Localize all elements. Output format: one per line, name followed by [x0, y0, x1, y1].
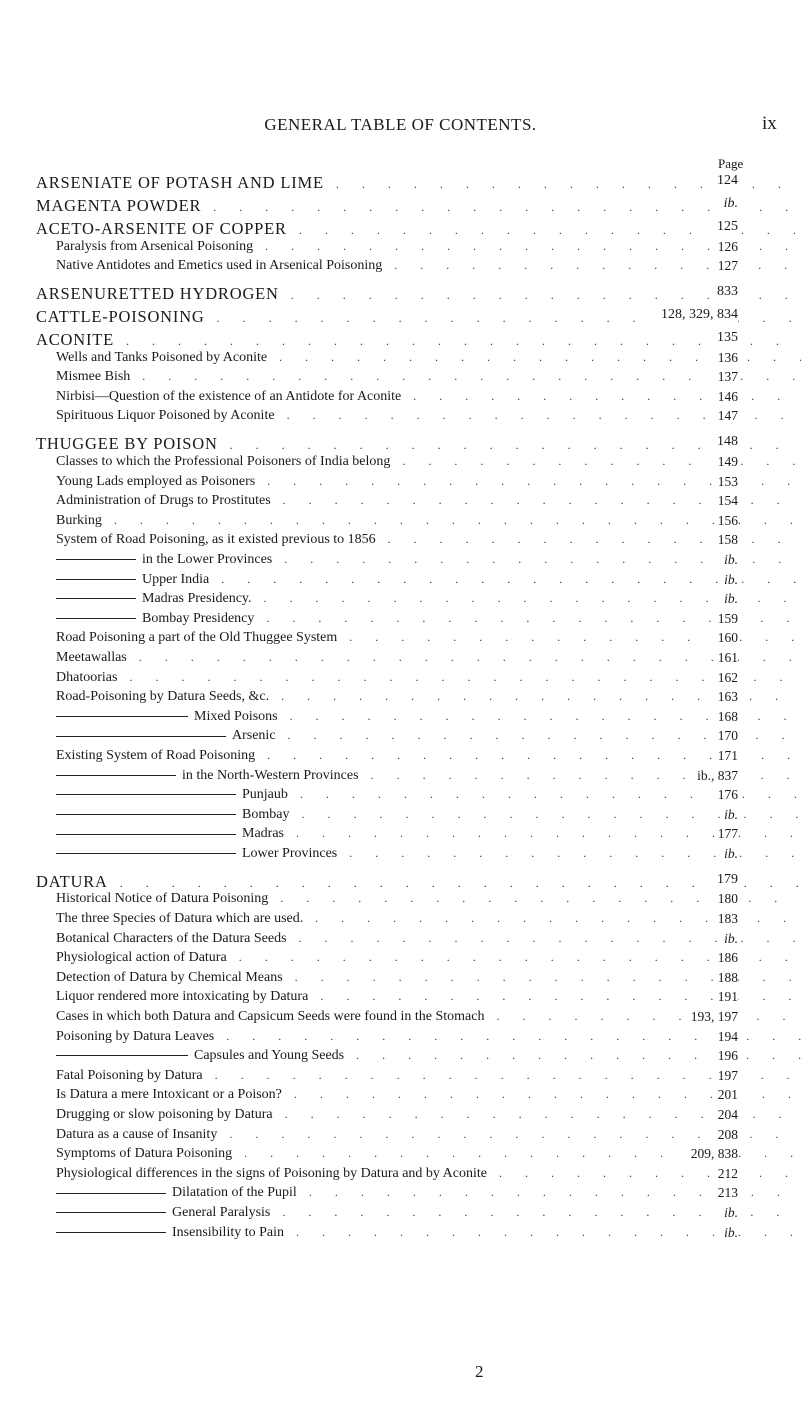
toc-entry [0, 1185, 801, 1205]
toc-entry [0, 1225, 801, 1245]
toc-entry [0, 768, 801, 788]
entry-title-text: in the North-Western Provinces [182, 767, 359, 783]
entry-title-text: Paralysis from Arsenical Poisoning [56, 238, 254, 254]
entry-page-number: ib. [720, 552, 738, 568]
entry-title [0, 1185, 303, 1201]
ditto-rule [56, 716, 188, 717]
ditto-rule [56, 834, 236, 835]
entry-page-number: 135 [713, 330, 738, 346]
toc-entry [0, 826, 801, 846]
entry-page-number: 209, 838 [687, 1146, 738, 1162]
ditto-rule [56, 1055, 188, 1056]
entry-title-text: Dilatation of the Pupil [172, 1185, 297, 1201]
dot-leader [215, 572, 801, 587]
entry-page-number: 204 [714, 1107, 738, 1123]
entry-page-number: 153 [714, 474, 738, 490]
dot-leader [207, 200, 801, 215]
ditto-rule [56, 1212, 166, 1213]
entry-page-number: 193, 197 [687, 1009, 738, 1025]
dot-leader [108, 513, 801, 528]
dot-leader [396, 454, 801, 469]
entry-page-number: 159 [714, 611, 738, 627]
signature-mark: 2 [475, 1362, 484, 1381]
toc-entry [0, 454, 801, 474]
ditto-rule [56, 853, 236, 854]
entry-title-text: Physiological differences in the signs of Poisoning by Datura and by Aconite [56, 1165, 487, 1181]
entry-title [0, 846, 343, 862]
toc-entry [0, 239, 801, 259]
ditto-rule [56, 775, 176, 776]
entry-title-text: Liquor rendered more intoxicating by Datura [56, 989, 309, 1005]
dot-leader [382, 532, 801, 547]
toc-entry [0, 1146, 801, 1166]
entry-title [0, 258, 388, 274]
entry-page-number: 158 [714, 532, 738, 548]
toc-entry [0, 807, 801, 827]
entry-title [0, 493, 277, 509]
entry-title [0, 611, 260, 627]
entry-title [0, 787, 294, 803]
entry-title-text: Detection of Datura by Chemical Means [56, 969, 283, 985]
dot-leader [490, 1009, 801, 1024]
toc-entry [0, 572, 801, 592]
entry-page-number: 136 [714, 350, 738, 366]
entry-page-number: 160 [714, 630, 738, 646]
ditto-rule [56, 579, 136, 580]
entry-page-number: 163 [714, 689, 738, 705]
toc-entry [0, 1009, 801, 1029]
toc-entry [0, 670, 801, 690]
toc-entry [0, 369, 801, 389]
entry-page-number: 147 [714, 408, 738, 424]
toc-entry [0, 846, 801, 866]
entry-title [0, 670, 123, 686]
toc-entry [0, 350, 801, 370]
entry-title [0, 1087, 288, 1103]
entry-page-number: 833 [713, 284, 738, 300]
entry-title-text: The three Species of Datura which are used. [56, 911, 304, 926]
entry-title [0, 350, 273, 366]
dot-leader [114, 876, 801, 891]
entry-title [0, 330, 120, 350]
dot-leader [407, 389, 801, 404]
entry-title-text: DATURA [36, 871, 108, 891]
entry-title-text: System of Road Poisoning, as it existed previous to 1856 [56, 532, 376, 548]
toc-entry [0, 196, 801, 216]
entry-title-text: MAGENTA POWDER [36, 196, 202, 215]
toc-entry [0, 891, 801, 911]
entry-page-number: ib. [720, 846, 738, 862]
toc-entry [0, 434, 801, 454]
entry-title [0, 650, 133, 666]
toc-entry [0, 474, 801, 494]
entry-title [0, 239, 259, 255]
entry-title [0, 284, 285, 304]
entry-title-text: Meetawallas [56, 649, 127, 665]
entry-title [0, 689, 275, 705]
toc-entry [0, 931, 801, 951]
entry-page-number: 162 [714, 670, 738, 686]
toc-entry [0, 258, 801, 278]
entry-title [0, 826, 290, 842]
entry-title-text: Classes to which the Professional Poisoners of India belong [56, 453, 391, 469]
entry-page-number: ib., 837 [693, 768, 738, 784]
entry-page-number: 196 [714, 1048, 738, 1064]
toc-entry [0, 911, 801, 931]
entry-title [0, 572, 215, 588]
entry-page-number: 148 [713, 434, 738, 450]
entry-title-text: Road Poisoning a part of the Old Thuggee System [56, 630, 338, 646]
ditto-rule [56, 559, 136, 560]
entry-title-text: in the Lower Provinces [142, 551, 273, 567]
entry-title [0, 1107, 279, 1123]
entry-title-text: Fatal Poisoning by Datura [56, 1067, 203, 1083]
entry-title-text: Datura as a cause of Insanity [56, 1126, 218, 1142]
entry-title-text: Young Lads employed as Poisoners [56, 473, 256, 489]
entry-title-text: ACONITE [36, 330, 115, 350]
entry-title-text: CATTLE-POISONING [36, 307, 205, 327]
toc-entry [0, 1205, 801, 1225]
toc-entry [0, 689, 801, 709]
dot-leader [123, 670, 801, 685]
dot-leader [388, 258, 801, 273]
ditto-rule [56, 814, 236, 815]
toc-entry [0, 611, 801, 631]
entry-title [0, 807, 295, 823]
toc-entry [0, 1107, 801, 1127]
running-title: GENERAL TABLE OF CONTENTS. [264, 115, 537, 134]
entry-page-number: 128, 329, 834 [657, 307, 738, 323]
entry-page-number: 149 [714, 454, 738, 470]
entry-title-text: Mixed Poisons [194, 708, 278, 724]
entry-title [0, 970, 289, 986]
dot-leader [136, 369, 801, 384]
entry-page-number: 183 [714, 911, 738, 927]
dot-leader [493, 1166, 801, 1181]
entry-page-number: 124 [713, 173, 738, 189]
entry-title-text: Bombay [242, 806, 290, 822]
entry-page-number: 197 [714, 1068, 738, 1084]
entry-title [0, 532, 382, 548]
entry-page-number: ib. [720, 1225, 738, 1241]
entry-title-text: Punjaub [242, 787, 288, 803]
toc-entry [0, 650, 801, 670]
page-column-label: Page [718, 156, 744, 171]
toc-entry [0, 552, 801, 572]
toc-entry [0, 872, 801, 892]
toc-entry [0, 1048, 801, 1068]
entry-page-number: 127 [714, 258, 738, 274]
dot-leader [120, 334, 801, 349]
entry-page-number: 137 [714, 369, 738, 385]
dot-leader [209, 1068, 801, 1083]
entry-title-text: Capsules and Young Seeds [194, 1048, 345, 1064]
entry-title [0, 748, 261, 764]
entry-page-number: 125 [713, 219, 738, 235]
toc-entry [0, 532, 801, 552]
toc-entry [0, 989, 801, 1009]
entry-title-text: Dhatoorias [56, 669, 118, 685]
entry-page-number: 191 [714, 989, 738, 1005]
entry-title-text: General Paralysis [172, 1205, 271, 1220]
entry-title [0, 408, 281, 424]
entry-title-text: Road-Poisoning by Datura Seeds, &c. [56, 689, 270, 705]
entry-title-text: Drugging or slow poisoning by Datura [56, 1107, 273, 1122]
entry-title-text: Mismee Bish [56, 369, 131, 385]
entry-title [0, 173, 330, 193]
entry-title [0, 434, 224, 454]
toc-entry [0, 1087, 801, 1107]
ditto-rule [56, 794, 236, 795]
ditto-rule [56, 736, 226, 737]
entry-page-number: 186 [714, 950, 738, 966]
dot-leader [133, 650, 801, 665]
entry-title [0, 513, 108, 529]
entry-title-text: Burking [56, 512, 102, 528]
entry-page-number: 156 [714, 513, 738, 529]
entry-title [0, 950, 233, 966]
entry-title [0, 219, 293, 239]
entry-title [0, 1146, 238, 1162]
toc-entry [0, 219, 801, 239]
entry-page-number: ib. [720, 1205, 738, 1221]
toc-entry [0, 591, 801, 611]
entry-page-number: ib. [720, 931, 738, 947]
entry-title [0, 989, 314, 1005]
entry-title [0, 591, 258, 607]
entry-title-text: Nirbisi—Question of the existence of an Antidote for Aconite [56, 388, 402, 404]
entry-page-number: 188 [714, 970, 738, 986]
entry-page-number: 212 [714, 1166, 738, 1182]
entry-page-number: 194 [714, 1029, 738, 1045]
toc-entry [0, 950, 801, 970]
toc-entry [0, 728, 801, 748]
entry-page-number: 201 [714, 1087, 738, 1103]
entry-page-number: 170 [714, 728, 738, 744]
entry-title [0, 709, 284, 725]
entry-page-number: 168 [714, 709, 738, 725]
entry-title [0, 389, 407, 405]
entry-title-text: Physiological action of Datura [56, 950, 227, 966]
entry-title-text: Historical Notice of Datura Poisoning [56, 891, 269, 907]
entry-title-text: Bombay Presidency [142, 610, 255, 626]
entry-page-number: 179 [713, 872, 738, 888]
entry-page-number: 180 [714, 891, 738, 907]
entry-title [0, 454, 396, 470]
entry-title [0, 768, 365, 784]
page-folio: ix [762, 113, 777, 134]
entry-page-number: 176 [714, 787, 738, 803]
toc-entry [0, 493, 801, 513]
entry-title [0, 1225, 290, 1241]
entry-title-text: ARSENURETTED HYDROGEN [36, 284, 279, 304]
toc-entry [0, 1068, 801, 1088]
entry-title [0, 1205, 276, 1221]
entry-title-text: Madras Presidency. [142, 591, 252, 607]
entry-title-text: ACETO-ARSENITE OF COPPER [36, 219, 287, 238]
entry-title [0, 1009, 490, 1025]
toc-entry [0, 284, 801, 304]
entry-title [0, 911, 309, 927]
entry-title-text: Is Datura a mere Intoxicant or a Poison? [56, 1087, 282, 1103]
entry-title-text: THUGGEE BY POISON [36, 434, 218, 454]
entry-page-number: ib. [720, 591, 738, 607]
entry-title [0, 1029, 220, 1045]
entry-title-text: Insensibility to Pain [172, 1224, 284, 1240]
entry-title [0, 369, 136, 385]
entry-title [0, 728, 282, 744]
entry-title [0, 1166, 493, 1182]
toc-entry [0, 1029, 801, 1049]
entry-title-text: Upper India [142, 571, 210, 587]
entry-title-text: Cases in which both Datura and Capsicum Seeds were found in the Stomach [56, 1009, 485, 1024]
entry-page-number: 126 [714, 239, 738, 255]
ditto-rule [56, 618, 136, 619]
entry-title [0, 552, 278, 568]
entry-title [0, 474, 261, 490]
entry-title-text: Wells and Tanks Poisoned by Aconite [56, 349, 268, 365]
toc-entry [0, 709, 801, 729]
toc-entry [0, 970, 801, 990]
entry-page-number: 154 [714, 493, 738, 509]
toc-entry [0, 307, 801, 327]
toc-entry [0, 513, 801, 533]
entry-page-number: 177 [714, 826, 738, 842]
ditto-rule [56, 598, 136, 599]
toc-entry [0, 748, 801, 768]
entry-title [0, 1048, 350, 1064]
entry-title-text: Botanical Characters of the Datura Seeds [56, 930, 287, 946]
ditto-rule [56, 1232, 166, 1233]
entry-title [0, 1127, 223, 1143]
entry-title [0, 196, 207, 216]
entry-page-number: 208 [714, 1127, 738, 1143]
entry-title [0, 1068, 209, 1084]
entry-title-text: Madras [242, 826, 284, 842]
entry-title-text: Symptoms of Datura Poisoning [56, 1146, 233, 1162]
entry-title [0, 891, 274, 907]
toc-entry [0, 630, 801, 650]
entry-title-text: Native Antidotes and Emetics used in Arsenical Poisoning [56, 258, 383, 274]
entry-title-text: Arsenic [232, 728, 276, 744]
toc-entry [0, 389, 801, 409]
toc-entry [0, 1166, 801, 1186]
entry-page-number: ib. [720, 807, 738, 823]
entry-title-text: Existing System of Road Poisoning [56, 747, 256, 763]
toc-entry [0, 1127, 801, 1147]
entry-page-number: 161 [714, 650, 738, 666]
entry-title [0, 872, 114, 892]
ditto-rule [56, 1193, 166, 1194]
entry-title [0, 307, 211, 327]
entry-title-text: Administration of Drugs to Prostitutes [56, 493, 271, 509]
entry-title [0, 931, 293, 947]
entry-title-text: ARSENIATE OF POTASH AND LIME [36, 173, 324, 192]
entry-page-number: ib. [720, 196, 738, 212]
toc-entry [0, 173, 801, 193]
entry-page-number: 146 [714, 389, 738, 405]
toc-entry [0, 787, 801, 807]
toc-entry [0, 408, 801, 428]
toc-entry [0, 330, 801, 350]
entry-page-number: 171 [714, 748, 738, 764]
entry-page-number: 213 [714, 1185, 738, 1201]
entry-title [0, 630, 343, 646]
entry-title-text: Lower Provinces [242, 845, 338, 861]
entry-title-text: Spirituous Liquor Poisoned by Aconite [56, 408, 275, 424]
entry-page-number: ib. [720, 572, 738, 588]
entry-title-text: Poisoning by Datura Leaves [56, 1028, 215, 1044]
